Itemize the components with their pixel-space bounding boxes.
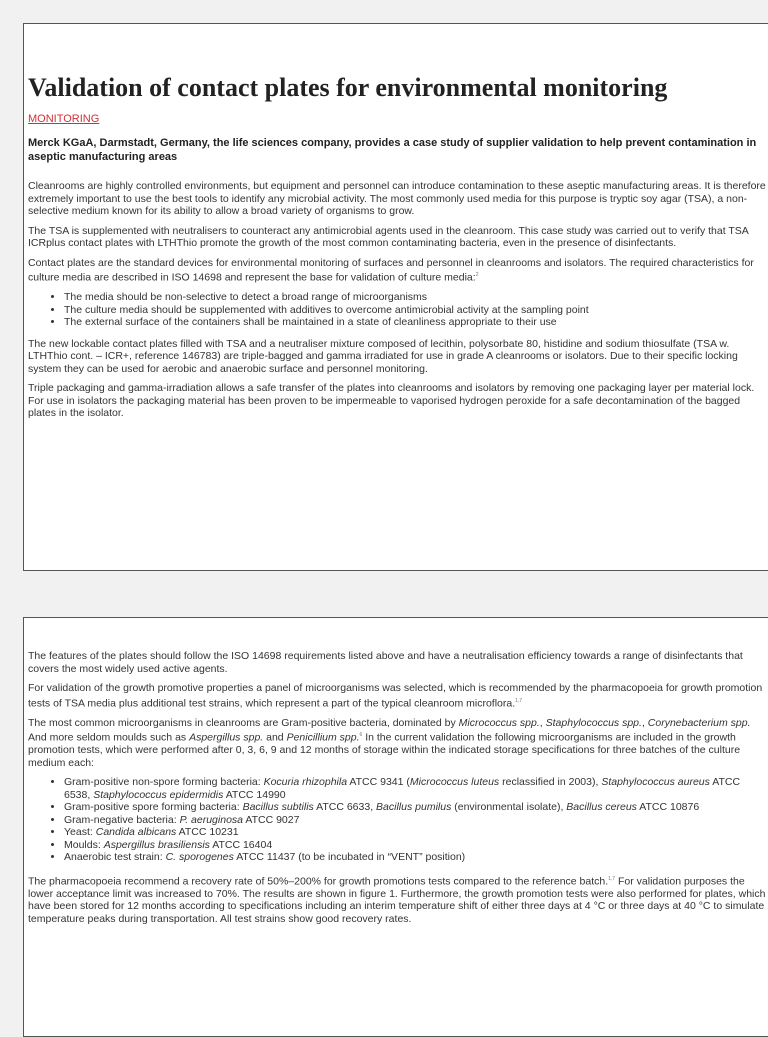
- paragraph-microorganisms: [28, 717, 767, 770]
- document-page-1: [23, 23, 768, 571]
- text-run: (environmental isolate),: [451, 801, 567, 813]
- reference-mark: 6: [359, 732, 363, 738]
- text-run: and: [263, 731, 287, 744]
- text-run: ATCC 10231: [176, 826, 239, 838]
- document-page-2: [23, 617, 768, 1037]
- text-run: Gram-positive spore forming bacteria:: [64, 801, 243, 813]
- species-name: Corynebacterium spp.: [647, 716, 751, 729]
- text-run: Gram-negative bacteria:: [64, 813, 180, 826]
- text-run: ,: [539, 716, 546, 729]
- text-run: ATCC 6633,: [313, 801, 377, 813]
- species-name: Micrococcus spp.: [458, 716, 540, 729]
- text-run: reclassified in 2003),: [499, 776, 602, 788]
- article-title: Validation of contact plates for environmental monitoring: [28, 73, 668, 102]
- paragraph-text: Contact plates are the standard devices for environmental monitoring of surfaces and personnel in cleanrooms and isolators. The required characteristics for culture media are described in ISO 14698 and represent the base for validation of culture media:: [28, 256, 754, 284]
- species-name: Aspergillus brasiliensis: [103, 838, 210, 851]
- species-name: Micrococcus luteus: [409, 776, 500, 788]
- list-item: [64, 776, 767, 801]
- species-name: P. aeruginosa: [179, 813, 244, 826]
- text-run: ATCC 16404: [209, 838, 273, 851]
- species-name: Staphylococcus epidermidis: [93, 788, 224, 801]
- paragraph-text: For validation of the growth promotive properties a panel of microorganisms was selected, which is recommended by the pharmacopoeia for growth promotion tests of TSA media plus additional test strains, which represent a part of the typical cleanroom microflora.: [28, 682, 763, 709]
- species-name: C. sporogenes: [165, 851, 234, 863]
- species-name: Bacillus subtilis: [242, 801, 314, 813]
- species-name: Aspergillus spp.: [189, 731, 264, 744]
- reference-mark: 1,7: [608, 875, 616, 882]
- paragraph-tsa: The TSA is supplemented with neutralisers to counteract any antimicrobial agents used in the cleanroom. This case study was carried out to verify that TSA ICRplus contact plates with LTHThio promote the growth of the most common contaminating bacteria, even in the presence of disinfectants.: [28, 224, 749, 249]
- list-item: [64, 851, 767, 864]
- text-run: The most common microorganisms in cleanrooms are Gram-positive bacteria, dominated by: [28, 716, 459, 729]
- paragraph-recovery-rate: [28, 873, 767, 926]
- species-name: Penicillium spp.: [286, 731, 360, 744]
- article-standfirst: Merck KGaA, Darmstadt, Germany, the life sciences company, provides a case study of supplier validation to help prevent contamination in aseptic manufacturing areas: [28, 137, 757, 163]
- text-run: ATCC 9341 (: [347, 776, 410, 788]
- text-run: ,: [641, 716, 648, 729]
- paragraph-contact-plates: [28, 257, 767, 285]
- text-run: ATCC 6538,: [64, 776, 741, 801]
- species-name: Kocuria rhizophila: [263, 776, 348, 788]
- text-run: Gram-positive non-spore forming bacteria:: [64, 776, 264, 788]
- requirements-list: [28, 291, 767, 329]
- text-run: ATCC 11437 (to be incubated in “VENT” position): [233, 851, 466, 863]
- text-run: Moulds:: [64, 838, 104, 851]
- test-strains-list: [28, 776, 767, 864]
- text-run: ATCC 10876: [636, 801, 700, 813]
- paragraph-lockable-plates: The new lockable contact plates filled with TSA and a neutraliser mixture composed of lecithin, polysorbate 80, histidine and sodium thiosulfate (TSA w. LTHThio cont. – ICR+, reference 146783) are triple-bagged and gamma irradiated for use in grade A cleanrooms or isolators. Due to their specific locking system they can be used for aerobic and anaerobic surface and personnel monitoring.: [28, 337, 738, 375]
- text-run: Anaerobic test strain:: [64, 851, 166, 863]
- species-name: Staphylococcus spp.: [545, 716, 642, 729]
- text-run: Yeast:: [64, 826, 96, 838]
- list-item: [64, 814, 767, 827]
- species-name: Staphylococcus aureus: [601, 776, 710, 788]
- list-item: • The media should be non-selective to detect a broad range of microorganisms: [64, 291, 767, 304]
- text-run: And more seldom moulds such as: [28, 731, 190, 744]
- category-link-monitoring[interactable]: MONITORING: [28, 113, 100, 125]
- species-name: Bacillus cereus: [566, 801, 637, 813]
- paragraph-validation: [28, 682, 767, 710]
- species-name: Bacillus pumilus: [376, 801, 452, 813]
- reference-mark: 1,7: [515, 697, 523, 704]
- text-run: The pharmacopoeia recommend a recovery rate of 50%–200% for growth promotions tests compared to the reference batch.: [28, 875, 609, 887]
- list-item: [64, 826, 767, 839]
- list-item: • The culture media should be supplemented with additives to overcome antimicrobial activity at the sampling point: [64, 304, 767, 317]
- species-name: Candida albicans: [95, 826, 177, 838]
- paragraph-triple-packaging: Triple packaging and gamma-irradiation allows a safe transfer of the plates into cleanrooms and isolators by removing one packaging layer per material lock. For use in isolators the packaging material has been proven to be impermeable to vaporised hydrogen peroxide for a safe decontamination of the bagged plates in the isolator.: [28, 382, 755, 419]
- paragraph-features: The features of the plates should follow the ISO 14698 requirements listed above and have a neutralisation efficiency towards a range of disinfectants that covers the most widely used active agents.: [28, 650, 743, 675]
- paragraph-intro: Cleanrooms are highly controlled environments, but equipment and personnel can introduce contamination to these aseptic manufacturing areas. It is therefore extremely important to use the best tools to identify any microbial activity. The most commonly used media for this purpose is tryptic soy agar (TSA), a non-selective medium known for its ability to allow a broad variety of organisms to grow.: [28, 180, 766, 217]
- text-run: ATCC 9027: [243, 813, 300, 826]
- text-run: For validation purposes the lower acceptance limit was increased to 70%. The results are shown in figure 1. Furthermore, the growth promotion tests were also performed for plates, which have been stored for 12 months according to specifications including an interim temperature shift of either three days at 4 °C or three days at 40 °C to simulate temperature peaks during transportation. All test strains show good recovery rates.: [28, 875, 766, 925]
- list-item: • The external surface of the containers shall be maintained in a state of cleanliness appropriate to their use: [64, 316, 767, 329]
- text-run: ATCC 14990: [223, 788, 286, 801]
- list-item: [64, 839, 767, 852]
- reference-mark: 2: [475, 272, 479, 278]
- text-run: In the current validation the following microorganisms are included in the growth promotion tests, which were performed after 0, 3, 6, 9 and 12 months of storage within the indicated storage specifications for three batches of the culture medium each:: [28, 731, 741, 769]
- list-item: [64, 801, 767, 814]
